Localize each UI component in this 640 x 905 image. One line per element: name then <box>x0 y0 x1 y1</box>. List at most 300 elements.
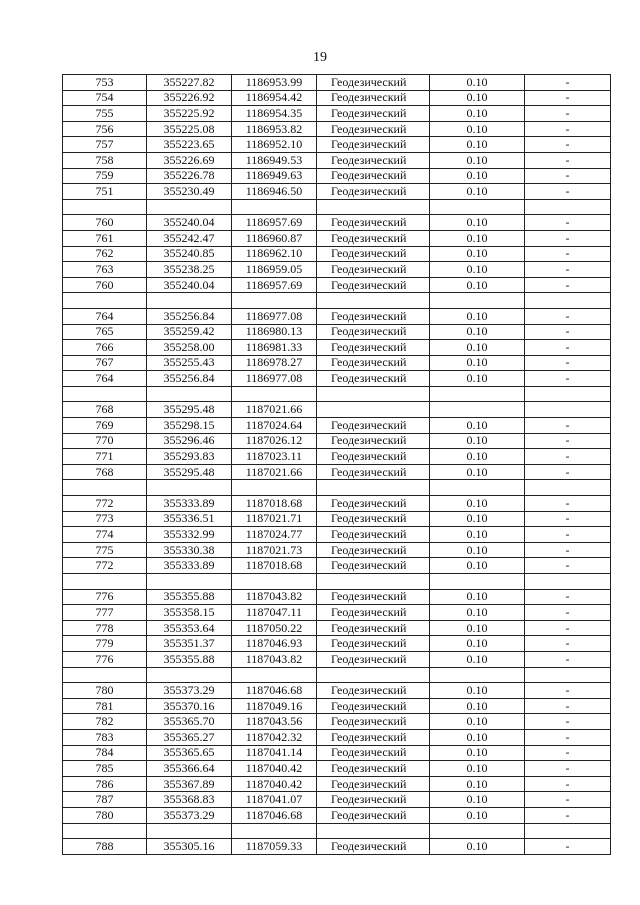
y-coordinate-cell: 1187047.11 <box>232 605 317 621</box>
x-coordinate-cell: 355355.88 <box>147 589 232 605</box>
point-number-cell: 785 <box>63 761 147 777</box>
x-coordinate-cell: 355240.85 <box>147 246 232 262</box>
y-coordinate-cell: 1186952.10 <box>232 137 317 153</box>
method-cell: Геодезический <box>317 215 430 231</box>
x-coordinate-cell: 355227.82 <box>147 75 232 91</box>
table-row <box>63 106 611 122</box>
accuracy-cell: 0.10 <box>430 511 525 527</box>
y-coordinate-cell <box>232 293 317 309</box>
x-coordinate-cell: 355305.16 <box>147 839 232 855</box>
point-number-cell: 761 <box>63 230 147 246</box>
point-number-cell: 779 <box>63 636 147 652</box>
note-cell: - <box>525 262 611 278</box>
point-number-cell: 777 <box>63 605 147 621</box>
y-coordinate-cell: 1187046.93 <box>232 636 317 652</box>
spacer-row <box>63 293 611 309</box>
table-row <box>63 277 611 293</box>
point-number-cell: 754 <box>63 90 147 106</box>
table-row <box>63 246 611 262</box>
y-coordinate-cell: 1186960.87 <box>232 230 317 246</box>
note-cell: - <box>525 75 611 91</box>
method-cell: Геодезический <box>317 542 430 558</box>
method-cell <box>317 667 430 683</box>
method-cell: Геодезический <box>317 636 430 652</box>
y-coordinate-cell: 1187042.32 <box>232 729 317 745</box>
y-coordinate-cell: 1187043.82 <box>232 589 317 605</box>
table-row <box>63 355 611 371</box>
point-number-cell: 756 <box>63 121 147 137</box>
table-row <box>63 589 611 605</box>
y-coordinate-cell: 1186954.42 <box>232 90 317 106</box>
x-coordinate-cell: 355367.89 <box>147 776 232 792</box>
table-row <box>63 262 611 278</box>
x-coordinate-cell: 355373.29 <box>147 807 232 823</box>
method-cell: Геодезический <box>317 761 430 777</box>
note-cell: - <box>525 340 611 356</box>
point-number-cell: 768 <box>63 402 147 418</box>
accuracy-cell <box>430 386 525 402</box>
x-coordinate-cell <box>147 480 232 496</box>
y-coordinate-cell: 1186959.05 <box>232 262 317 278</box>
y-coordinate-cell: 1187018.68 <box>232 558 317 574</box>
table-row <box>63 324 611 340</box>
y-coordinate-cell: 1187059.33 <box>232 839 317 855</box>
accuracy-cell: 0.10 <box>430 714 525 730</box>
table-row <box>63 496 611 512</box>
method-cell: Геодезический <box>317 527 430 543</box>
x-coordinate-cell <box>147 293 232 309</box>
table-row <box>63 433 611 449</box>
method-cell: Геодезический <box>317 651 430 667</box>
note-cell: - <box>525 527 611 543</box>
y-coordinate-cell: 1186977.08 <box>232 371 317 387</box>
point-number-cell: 776 <box>63 589 147 605</box>
spacer-row <box>63 480 611 496</box>
point-number-cell: 784 <box>63 745 147 761</box>
point-number-cell: 767 <box>63 355 147 371</box>
point-number-cell: 780 <box>63 683 147 699</box>
note-cell: - <box>525 605 611 621</box>
point-number-cell: 782 <box>63 714 147 730</box>
accuracy-cell: 0.10 <box>430 184 525 200</box>
y-coordinate-cell: 1187046.68 <box>232 683 317 699</box>
y-coordinate-cell: 1186962.10 <box>232 246 317 262</box>
table-row <box>63 371 611 387</box>
x-coordinate-cell: 355330.38 <box>147 542 232 558</box>
accuracy-cell: 0.10 <box>430 761 525 777</box>
x-coordinate-cell: 355256.84 <box>147 308 232 324</box>
point-number-cell: 772 <box>63 558 147 574</box>
accuracy-cell: 0.10 <box>430 340 525 356</box>
x-coordinate-cell: 355296.46 <box>147 433 232 449</box>
method-cell: Геодезический <box>317 558 430 574</box>
accuracy-cell <box>430 293 525 309</box>
x-coordinate-cell: 355365.27 <box>147 729 232 745</box>
point-number-cell: 773 <box>63 511 147 527</box>
point-number-cell <box>63 386 147 402</box>
method-cell <box>317 293 430 309</box>
x-coordinate-cell <box>147 823 232 839</box>
note-cell: - <box>525 168 611 184</box>
note-cell <box>525 667 611 683</box>
y-coordinate-cell <box>232 386 317 402</box>
note-cell: - <box>525 230 611 246</box>
method-cell: Геодезический <box>317 230 430 246</box>
x-coordinate-cell: 355373.29 <box>147 683 232 699</box>
note-cell <box>525 199 611 215</box>
point-number-cell: 783 <box>63 729 147 745</box>
table-row <box>63 340 611 356</box>
table-row <box>63 230 611 246</box>
method-cell: Геодезический <box>317 729 430 745</box>
note-cell: - <box>525 620 611 636</box>
accuracy-cell: 0.10 <box>430 542 525 558</box>
method-cell: Геодезический <box>317 184 430 200</box>
page-number: 19 <box>313 50 327 65</box>
method-cell: Геодезический <box>317 75 430 91</box>
table-row <box>63 698 611 714</box>
y-coordinate-cell: 1186980.13 <box>232 324 317 340</box>
x-coordinate-cell: 355223.65 <box>147 137 232 153</box>
accuracy-cell: 0.10 <box>430 464 525 480</box>
note-cell: - <box>525 308 611 324</box>
table-row <box>63 90 611 106</box>
x-coordinate-cell: 355240.04 <box>147 277 232 293</box>
x-coordinate-cell: 355256.84 <box>147 371 232 387</box>
point-number-cell: 776 <box>63 651 147 667</box>
accuracy-cell <box>430 667 525 683</box>
method-cell: Геодезический <box>317 589 430 605</box>
method-cell: Геодезический <box>317 355 430 371</box>
y-coordinate-cell: 1186946.50 <box>232 184 317 200</box>
table-row <box>63 651 611 667</box>
y-coordinate-cell: 1187040.42 <box>232 761 317 777</box>
y-coordinate-cell: 1186953.82 <box>232 121 317 137</box>
note-cell: - <box>525 761 611 777</box>
accuracy-cell <box>430 823 525 839</box>
note-cell <box>525 386 611 402</box>
note-cell: - <box>525 729 611 745</box>
x-coordinate-cell: 355353.64 <box>147 620 232 636</box>
method-cell: Геодезический <box>317 792 430 808</box>
note-cell: - <box>525 246 611 262</box>
point-number-cell <box>63 293 147 309</box>
point-number-cell: 778 <box>63 620 147 636</box>
y-coordinate-cell: 1186949.63 <box>232 168 317 184</box>
accuracy-cell: 0.10 <box>430 683 525 699</box>
note-cell: - <box>525 449 611 465</box>
accuracy-cell: 0.10 <box>430 418 525 434</box>
x-coordinate-cell: 355333.89 <box>147 558 232 574</box>
note-cell: - <box>525 121 611 137</box>
note-cell: - <box>525 418 611 434</box>
method-cell: Геодезический <box>317 168 430 184</box>
table-row <box>63 308 611 324</box>
point-number-cell <box>63 574 147 590</box>
accuracy-cell: 0.10 <box>430 651 525 667</box>
y-coordinate-cell: 1187021.73 <box>232 542 317 558</box>
note-cell <box>525 402 611 418</box>
y-coordinate-cell: 1187024.77 <box>232 527 317 543</box>
point-number-cell: 759 <box>63 168 147 184</box>
point-number-cell: 760 <box>63 277 147 293</box>
method-cell: Геодезический <box>317 324 430 340</box>
accuracy-cell <box>430 480 525 496</box>
x-coordinate-cell: 355295.48 <box>147 402 232 418</box>
accuracy-cell: 0.10 <box>430 745 525 761</box>
x-coordinate-cell <box>147 574 232 590</box>
note-cell: - <box>525 511 611 527</box>
x-coordinate-cell: 355336.51 <box>147 511 232 527</box>
x-coordinate-cell: 355240.04 <box>147 215 232 231</box>
y-coordinate-cell <box>232 823 317 839</box>
y-coordinate-cell: 1187023.11 <box>232 449 317 465</box>
accuracy-cell: 0.10 <box>430 527 525 543</box>
note-cell: - <box>525 371 611 387</box>
spacer-row <box>63 823 611 839</box>
method-cell: Геодезический <box>317 246 430 262</box>
table-row <box>63 168 611 184</box>
y-coordinate-cell: 1186978.27 <box>232 355 317 371</box>
table-row <box>63 418 611 434</box>
x-coordinate-cell: 355242.47 <box>147 230 232 246</box>
point-number-cell: 765 <box>63 324 147 340</box>
table-row <box>63 558 611 574</box>
accuracy-cell: 0.10 <box>430 605 525 621</box>
x-coordinate-cell <box>147 667 232 683</box>
accuracy-cell: 0.10 <box>430 215 525 231</box>
x-coordinate-cell <box>147 386 232 402</box>
note-cell: - <box>525 698 611 714</box>
y-coordinate-cell: 1187021.71 <box>232 511 317 527</box>
x-coordinate-cell: 355230.49 <box>147 184 232 200</box>
method-cell: Геодезический <box>317 433 430 449</box>
x-coordinate-cell: 355238.25 <box>147 262 232 278</box>
accuracy-cell <box>430 402 525 418</box>
x-coordinate-cell: 355255.43 <box>147 355 232 371</box>
note-cell: - <box>525 433 611 449</box>
method-cell: Геодезический <box>317 106 430 122</box>
accuracy-cell: 0.10 <box>430 589 525 605</box>
point-number-cell <box>63 823 147 839</box>
method-cell: Геодезический <box>317 262 430 278</box>
accuracy-cell: 0.10 <box>430 792 525 808</box>
x-coordinate-cell: 355351.37 <box>147 636 232 652</box>
accuracy-cell: 0.10 <box>430 449 525 465</box>
table-row <box>63 215 611 231</box>
method-cell: Геодезический <box>317 807 430 823</box>
table-row <box>63 605 611 621</box>
x-coordinate-cell: 355365.70 <box>147 714 232 730</box>
y-coordinate-cell: 1186954.35 <box>232 106 317 122</box>
point-number-cell: 753 <box>63 75 147 91</box>
table-row <box>63 137 611 153</box>
method-cell: Геодезический <box>317 464 430 480</box>
method-cell: Геодезический <box>317 839 430 855</box>
x-coordinate-cell: 355226.69 <box>147 152 232 168</box>
accuracy-cell: 0.10 <box>430 698 525 714</box>
point-number-cell: 757 <box>63 137 147 153</box>
accuracy-cell: 0.10 <box>430 807 525 823</box>
note-cell: - <box>525 152 611 168</box>
point-number-cell: 786 <box>63 776 147 792</box>
note-cell: - <box>525 184 611 200</box>
table-row <box>63 745 611 761</box>
method-cell: Геодезический <box>317 449 430 465</box>
y-coordinate-cell: 1187021.66 <box>232 464 317 480</box>
x-coordinate-cell: 355370.16 <box>147 698 232 714</box>
method-cell: Геодезический <box>317 605 430 621</box>
y-coordinate-cell: 1186957.69 <box>232 277 317 293</box>
note-cell: - <box>525 137 611 153</box>
x-coordinate-cell: 355226.92 <box>147 90 232 106</box>
y-coordinate-cell: 1187021.66 <box>232 402 317 418</box>
method-cell: Геодезический <box>317 371 430 387</box>
x-coordinate-cell: 355368.83 <box>147 792 232 808</box>
table-row <box>63 683 611 699</box>
accuracy-cell: 0.10 <box>430 308 525 324</box>
point-number-cell: 780 <box>63 807 147 823</box>
accuracy-cell: 0.10 <box>430 496 525 512</box>
coordinates-table <box>62 74 611 855</box>
note-cell: - <box>525 542 611 558</box>
point-number-cell: 775 <box>63 542 147 558</box>
y-coordinate-cell <box>232 574 317 590</box>
method-cell <box>317 480 430 496</box>
accuracy-cell <box>430 199 525 215</box>
method-cell <box>317 386 430 402</box>
note-cell: - <box>525 496 611 512</box>
point-number-cell: 769 <box>63 418 147 434</box>
x-coordinate-cell: 355365.65 <box>147 745 232 761</box>
coordinates-table-body <box>63 75 611 855</box>
note-cell: - <box>525 277 611 293</box>
spacer-row <box>63 199 611 215</box>
method-cell <box>317 574 430 590</box>
table-row <box>63 807 611 823</box>
point-number-cell: 772 <box>63 496 147 512</box>
accuracy-cell: 0.10 <box>430 168 525 184</box>
y-coordinate-cell: 1187041.07 <box>232 792 317 808</box>
point-number-cell: 768 <box>63 464 147 480</box>
y-coordinate-cell: 1186957.69 <box>232 215 317 231</box>
accuracy-cell: 0.10 <box>430 121 525 137</box>
accuracy-cell: 0.10 <box>430 90 525 106</box>
accuracy-cell: 0.10 <box>430 636 525 652</box>
method-cell <box>317 823 430 839</box>
point-number-cell: 764 <box>63 308 147 324</box>
note-cell: - <box>525 745 611 761</box>
table-row <box>63 449 611 465</box>
x-coordinate-cell: 355366.64 <box>147 761 232 777</box>
x-coordinate-cell: 355226.78 <box>147 168 232 184</box>
table-row <box>63 761 611 777</box>
method-cell: Геодезический <box>317 620 430 636</box>
table-row <box>63 184 611 200</box>
note-cell: - <box>525 839 611 855</box>
accuracy-cell: 0.10 <box>430 152 525 168</box>
accuracy-cell: 0.10 <box>430 75 525 91</box>
accuracy-cell: 0.10 <box>430 262 525 278</box>
x-coordinate-cell: 355295.48 <box>147 464 232 480</box>
spacer-row <box>63 667 611 683</box>
accuracy-cell <box>430 574 525 590</box>
note-cell <box>525 823 611 839</box>
y-coordinate-cell: 1186981.33 <box>232 340 317 356</box>
method-cell: Геодезический <box>317 745 430 761</box>
table-row <box>63 620 611 636</box>
note-cell: - <box>525 464 611 480</box>
x-coordinate-cell: 355298.15 <box>147 418 232 434</box>
method-cell: Геодезический <box>317 418 430 434</box>
point-number-cell <box>63 199 147 215</box>
method-cell: Геодезический <box>317 683 430 699</box>
method-cell: Геодезический <box>317 137 430 153</box>
note-cell: - <box>525 683 611 699</box>
table-row <box>63 402 611 418</box>
table-row <box>63 714 611 730</box>
note-cell: - <box>525 714 611 730</box>
point-number-cell: 774 <box>63 527 147 543</box>
table-row <box>63 121 611 137</box>
point-number-cell: 762 <box>63 246 147 262</box>
y-coordinate-cell: 1187041.14 <box>232 745 317 761</box>
accuracy-cell: 0.10 <box>430 371 525 387</box>
accuracy-cell: 0.10 <box>430 433 525 449</box>
note-cell: - <box>525 651 611 667</box>
y-coordinate-cell: 1186949.53 <box>232 152 317 168</box>
note-cell: - <box>525 589 611 605</box>
method-cell: Геодезический <box>317 714 430 730</box>
point-number-cell: 751 <box>63 184 147 200</box>
method-cell <box>317 199 430 215</box>
accuracy-cell: 0.10 <box>430 246 525 262</box>
method-cell: Геодезический <box>317 511 430 527</box>
x-coordinate-cell <box>147 199 232 215</box>
note-cell <box>525 574 611 590</box>
table-row <box>63 464 611 480</box>
table-row <box>63 636 611 652</box>
y-coordinate-cell: 1187043.56 <box>232 714 317 730</box>
point-number-cell: 770 <box>63 433 147 449</box>
accuracy-cell: 0.10 <box>430 230 525 246</box>
y-coordinate-cell: 1187018.68 <box>232 496 317 512</box>
y-coordinate-cell: 1187046.68 <box>232 807 317 823</box>
point-number-cell: 755 <box>63 106 147 122</box>
point-number-cell <box>63 480 147 496</box>
method-cell: Геодезический <box>317 496 430 512</box>
table-row <box>63 776 611 792</box>
table-row <box>63 511 611 527</box>
accuracy-cell: 0.10 <box>430 729 525 745</box>
accuracy-cell: 0.10 <box>430 355 525 371</box>
table-row <box>63 542 611 558</box>
accuracy-cell: 0.10 <box>430 839 525 855</box>
accuracy-cell: 0.10 <box>430 620 525 636</box>
method-cell: Геодезический <box>317 308 430 324</box>
method-cell: Геодезический <box>317 698 430 714</box>
accuracy-cell: 0.10 <box>430 776 525 792</box>
accuracy-cell: 0.10 <box>430 558 525 574</box>
method-cell: Геодезический <box>317 776 430 792</box>
table-row <box>63 839 611 855</box>
x-coordinate-cell: 355293.83 <box>147 449 232 465</box>
note-cell: - <box>525 215 611 231</box>
note-cell: - <box>525 636 611 652</box>
y-coordinate-cell: 1187026.12 <box>232 433 317 449</box>
point-number-cell: 758 <box>63 152 147 168</box>
note-cell <box>525 480 611 496</box>
